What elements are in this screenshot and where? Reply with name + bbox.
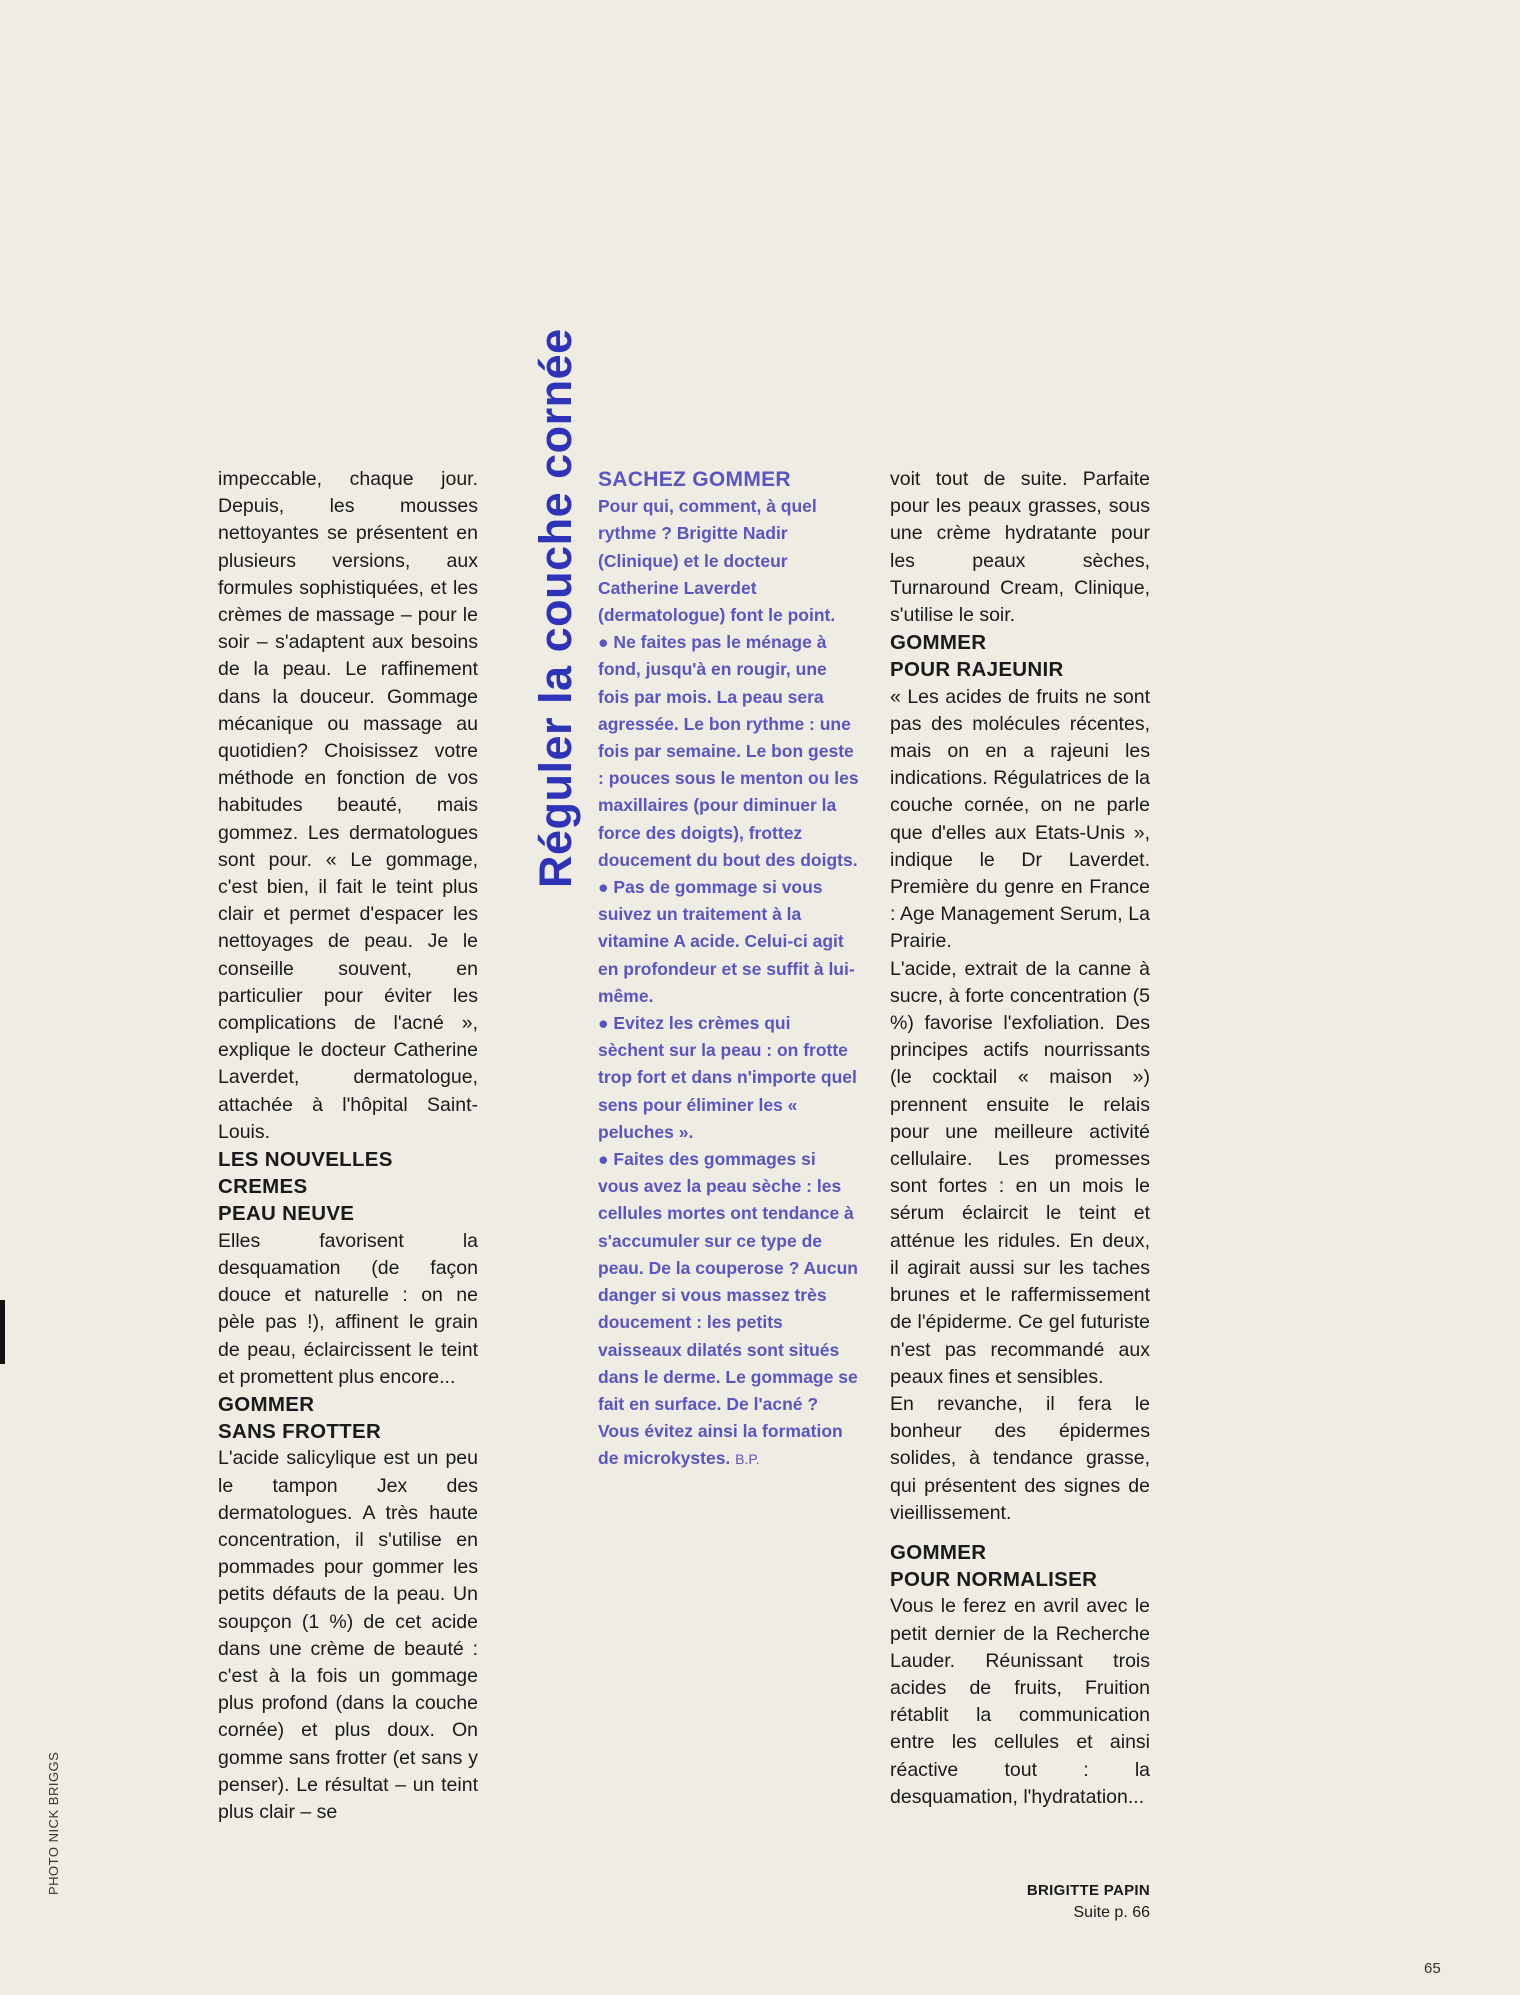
paragraph: L'acide, extrait de la canne à sucre, à forte concentration (5 %) favorise l'exfoliation. Des principes actifs nourrissants (le cocktail « maison ») prennent ensuite le relais pour une meilleure activité cellulaire. Les promesses sont fortes : en un mois le sérum éclaircit le teint et atténue les ridules. En deux, il agirait aussi sur les taches brunes et le raffermissement de l'épiderme. Ce gel futuriste n'est pas recommandé aux peaux fines et sensibles. [890, 957, 1150, 1388]
continued-note: Suite p. 66 [1073, 1904, 1150, 1921]
paragraph: impeccable, chaque jour. Depuis, les mousses nettoyantes se présentent en plusieurs versions, aux formules sophistiquées, et les crèmes de massage – pour le soir – s'adaptent aux besoins de la peau. Le raffinement dans la douceur. Gommage mécanique ou massage au quotidien? Choisissez votre méthode en fonction de vos habitudes beauté, mais gommez. Les dermatologues sont pour. « Le gommage, c'est bien, il fait le teint plus clair et permet d'espacer les nettoyages de peau. Je le conseille souvent, en particulier pour éviter les complications de l'acné », explique le docteur Catherine Laverdet, dermatologue, attachée à l'hôpital Saint-Louis. [218, 468, 478, 1143]
sidebar-bullet: ● Pas de gommage si vous suivez un traitement à la vitamine A acide. Celui-ci agit en profondeur et se suffit à lui-même. [598, 877, 855, 1006]
section-heading: GOMMER POUR NORMALISER [890, 1540, 1098, 1592]
paragraph: L'acide salicylique est un peu le tampon Jex des dermatologues. A très haute concentration, il s'utilise en pommades pour gommer les petits défauts de la peau. Un soupçon (1 %) de cet acide dans une crème de beauté : c'est à la fois un gommage plus profond (dans la couche cornée) et plus doux. On gomme sans frotter (et sans y penser). Le résultat – un teint plus clair – se [218, 1447, 478, 1823]
byline [1027, 1880, 1150, 1924]
section-heading: LES NOUVELLES CREMES PEAU NEUVE [218, 1148, 393, 1226]
column-1 [218, 466, 478, 1826]
sidebar-bullet: ● Ne faites pas le ménage à fond, jusqu'à en rougir, une fois par mois. La peau sera agressée. Le bon rythme : une fois par semaine. Le bon geste : pouces sous le menton ou les maxillaires (pour diminuer la force des doigts), frottez doucement du bout des doigts. [598, 632, 859, 870]
sidebar-bullet: ● Faites des gommages si vous avez la peau sèche : les cellules mortes ont tendance à s'accumuler sur ce type de peau. De la couperose ? Aucun danger si vous massez très doucement : les petits vaisseaux dilatés sont situés dans le derme. Le gommage se fait en surface. De l'acné ? Vous évitez ainsi la formation de microkystes. B.P. [598, 1149, 858, 1469]
photo-credit: PHOTO NICK BRIGGS [46, 1751, 61, 1895]
initials: B.P. [735, 1451, 760, 1468]
author-name: BRIGITTE PAPIN [1026, 1882, 1150, 1899]
paragraph: En revanche, il fera le bonheur des épidermes solides, à tendance grasse, qui présentent des signes de vieillissement. [890, 1392, 1150, 1524]
section-heading: GOMMER POUR RAJEUNIR [890, 631, 1064, 682]
sidebar-column [598, 466, 860, 1474]
paragraph: Vous le ferez en avril avec le petit dernier de la Recherche Lauder. Réunissant trois acides de fruits, Fruition rétablit la communication entre les cellules et ainsi réactive tout : la desquamation, l'hydratation... [890, 1595, 1150, 1808]
article-title: Réguler la couche cornée [530, 328, 581, 888]
sidebar-bullet: ● Evitez les crèmes qui sèchent sur la peau : on frotte trop fort et dans n'importe quel sens pour éliminer les « peluches ». [598, 1013, 857, 1142]
column-3 [890, 466, 1150, 1811]
sidebar-intro: Pour qui, comment, à quel rythme ? Brigitte Nadir (Clinique) et le docteur Catherine Laverdet (dermatologue) font le point. [598, 496, 836, 626]
sidebar-heading: SACHEZ GOMMER [598, 468, 791, 491]
paragraph: « Les acides de fruits ne sont pas des molécules récentes, mais on en a rajeuni les indications. Régulatrices de la couche cornée, on ne parle que d'elles aux Etats-Unis », indique le Dr Laverdet. Première du genre en France : Age Management Serum, La Prairie. [890, 685, 1150, 953]
paragraph: Elles favorisent la desquamation (de façon douce et naturelle : on ne pèle pas !), affinent le grain de peau, éclaircissent le teint et promettent plus encore... [218, 1229, 478, 1388]
page-edge-mark [0, 1300, 5, 1364]
paragraph: voit tout de suite. Parfaite pour les peaux grasses, sous une crème hydratante pour les peaux sèches, Turnaround Cream, Clinique, s'utilise le soir. [890, 468, 1150, 627]
page-number: 65 [1424, 1960, 1441, 1977]
section-heading: GOMMER SANS FROTTER [218, 1392, 382, 1444]
